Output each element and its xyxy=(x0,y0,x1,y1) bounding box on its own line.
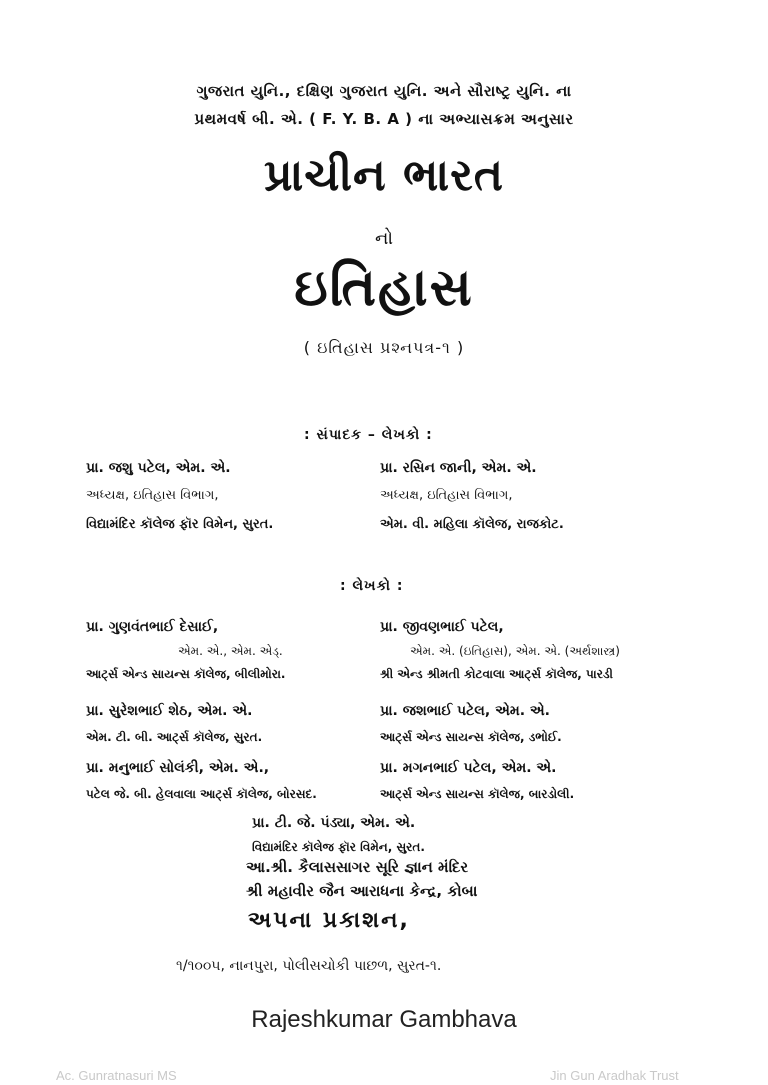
author-3-right-college: આર્ટ્સ એન્ડ સાયન્સ કૉલેજ, બારડોલી. xyxy=(380,787,575,801)
footer-left: Ac. Gunratnasuri MS xyxy=(56,1068,177,1083)
library-stamp-line-2: શ્રી મહાવીર જૈન આરાધના કેન્દ્ર, કોબા xyxy=(246,882,478,900)
publisher-name: અપના પ્રકાશન, xyxy=(248,908,410,933)
publisher-address: ૧/૧૦૦૫, નાનપુરા, પોલીસચોકી પાછળ, સુરત-૧. xyxy=(176,958,442,974)
editor-left-name: પ્રા. જશુ પટેલ, એમ. એ. xyxy=(86,460,231,476)
title-itihas: ઇતિહાસ xyxy=(294,258,474,318)
footer-right: Jin Gun Aradhak Trust xyxy=(550,1068,679,1083)
author-1-right-degree: એમ. એ. (ઇતિહાસ), એમ. એ. (અર્થશાસ્ત્ર) xyxy=(410,644,620,658)
editor-right-name: પ્રા. રસિન જાની, એમ. એ. xyxy=(380,460,537,476)
author-1-left-degree: એમ. એ., એમ. એડ્. xyxy=(178,644,283,658)
library-stamp-line-1: આ.શ્રી. કૈલાસસાગર સૂરિ જ્ઞાન મંદિર xyxy=(246,858,469,876)
author-3-left-name: પ્રા. મનુભાઈ સોલંકી, એમ. એ., xyxy=(86,760,270,776)
editors-heading: : સંપાદક – લેખકો : xyxy=(304,427,433,443)
author-1-right-college: શ્રી એન્ડ શ્રીમતી કોટવાલા આર્ટ્સ કૉલેજ, પારડી xyxy=(380,667,613,681)
author-center-college: વિદ્યામંદિર કૉલેજ ફૉર વિમેન, સુરત. xyxy=(252,840,425,854)
editor-right-college: એમ. વી. મહિલા કૉલેજ, રાજકોટ. xyxy=(380,517,564,532)
editor-left-role: અધ્યક્ષ, ઇતિહાસ વિભાગ, xyxy=(86,488,219,503)
author-2-left-name: પ્રા. સુરેશભાઈ શેઠ, એમ. એ. xyxy=(86,703,253,719)
author-1-left-college: આર્ટ્સ એન્ડ સાયન્સ કૉલેજ, બીલીમોરા. xyxy=(86,667,286,681)
author-1-left-name: પ્રા. ગુણવંતભાઈ દેસાઈ, xyxy=(86,619,219,635)
title-connector: નો xyxy=(375,228,393,249)
uploader-name: Rajeshkumar Gambhava xyxy=(251,1006,517,1033)
editor-left-college: વિદ્યામંદિર કૉલેજ ફૉર વિમેન, સુરત. xyxy=(86,517,274,532)
author-2-right-name: પ્રા. જશભાઈ પટેલ, એમ. એ. xyxy=(380,703,551,719)
header-line-1: ગુજરાત યુનિ., દક્ષિણ ગુજરાત યુનિ. અને સૌરાષ્ટ્ર યુનિ. ના xyxy=(196,82,572,100)
author-center-name: પ્રા. ટી. જે. પંડ્યા, એમ. એ. xyxy=(252,815,416,831)
author-2-left-college: એમ. ટી. બી. આર્ટ્સ કૉલેજ, સુરત. xyxy=(86,730,263,744)
title-main: પ્રાચીન ભારત xyxy=(263,150,505,201)
subtitle: ( ઇતિહાસ પ્રશ્નપત્ર-૧ ) xyxy=(303,338,465,357)
editor-right-role: અધ્યક્ષ, ઇતિહાસ વિભાગ, xyxy=(380,488,513,503)
authors-heading: : લેખકો : xyxy=(340,578,404,594)
author-1-right-name: પ્રા. જીવણભાઈ પટેલ, xyxy=(380,619,504,635)
author-3-left-college: પટેલ જે. બી. હેલવાલા આર્ટ્સ કૉલેજ, બોરસદ. xyxy=(86,787,317,801)
author-2-right-college: આર્ટ્સ એન્ડ સાયન્સ કૉલેજ, ડભોઈ. xyxy=(380,730,562,744)
header-line-2: પ્રથમવર્ષ બી. એ. ( F. Y. B. A ) ના અભ્યાસક્રમ અનુસાર xyxy=(194,110,574,128)
author-3-right-name: પ્રા. મગનભાઈ પટેલ, એમ. એ. xyxy=(380,760,557,776)
